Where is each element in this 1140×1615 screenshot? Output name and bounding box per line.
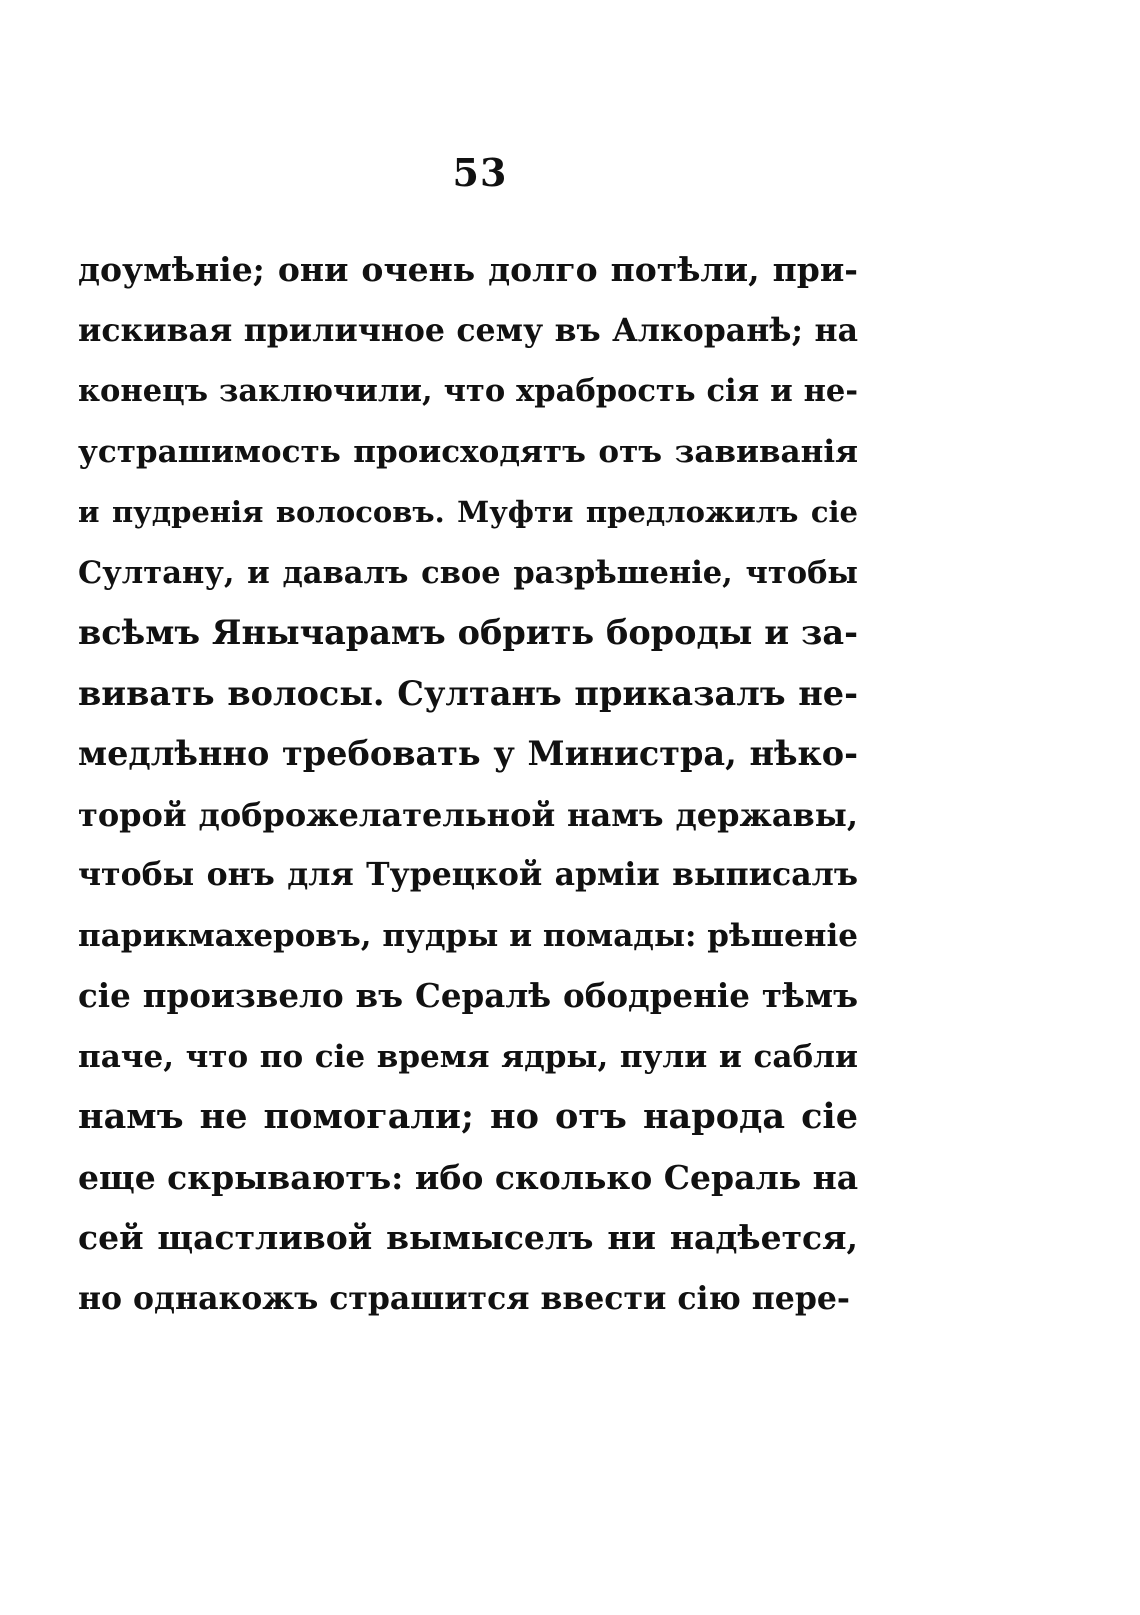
text-line: устрашимость происходятъ отъ завиванія xyxy=(78,433,858,470)
text-line: парикмахеровъ, пудры и помады: рѣшеніе xyxy=(78,917,858,954)
text-line: торой доброжелательной намъ державы, xyxy=(78,795,858,834)
text-line: Султану, и давалъ свое разрѣшеніе, чтобы xyxy=(78,554,858,591)
body-text xyxy=(78,240,858,1329)
text-line: медлѣнно требовать у Министра, нѣко- xyxy=(78,734,858,773)
text-line: доумѣніе; они очень долго потѣли, при- xyxy=(78,250,858,289)
text-line: сіе произвело въ Сералѣ ободреніе тѣмъ xyxy=(78,976,858,1015)
text-line: вивать волосы. Султанъ приказалъ не- xyxy=(78,673,858,713)
text-line: искивая приличное сему въ Алкоранѣ; на xyxy=(78,311,858,349)
text-line: намъ не помогали; но отъ народа сіе xyxy=(78,1096,858,1137)
page-number: 53 xyxy=(452,150,508,195)
text-line: и пудренія волосовъ. Муфти предложилъ сіе xyxy=(78,495,858,529)
text-line: еще скрываютъ: ибо сколько Сераль на xyxy=(78,1157,859,1197)
text-line: конецъ заключили, что храбрость сія и не- xyxy=(78,373,858,409)
text-line: всѣмъ Янычарамъ обрить бороды и за- xyxy=(78,613,858,652)
text-line: сей щастливой вымыселъ ни надѣется, xyxy=(78,1218,858,1257)
text-line: но однакожъ страшится ввести сію пере- xyxy=(78,1279,850,1317)
text-line: паче, что по сіе время ядры, пули и сабли xyxy=(78,1038,858,1075)
text-line: чтобы онъ для Турецкой арміи выписалъ xyxy=(78,856,858,893)
